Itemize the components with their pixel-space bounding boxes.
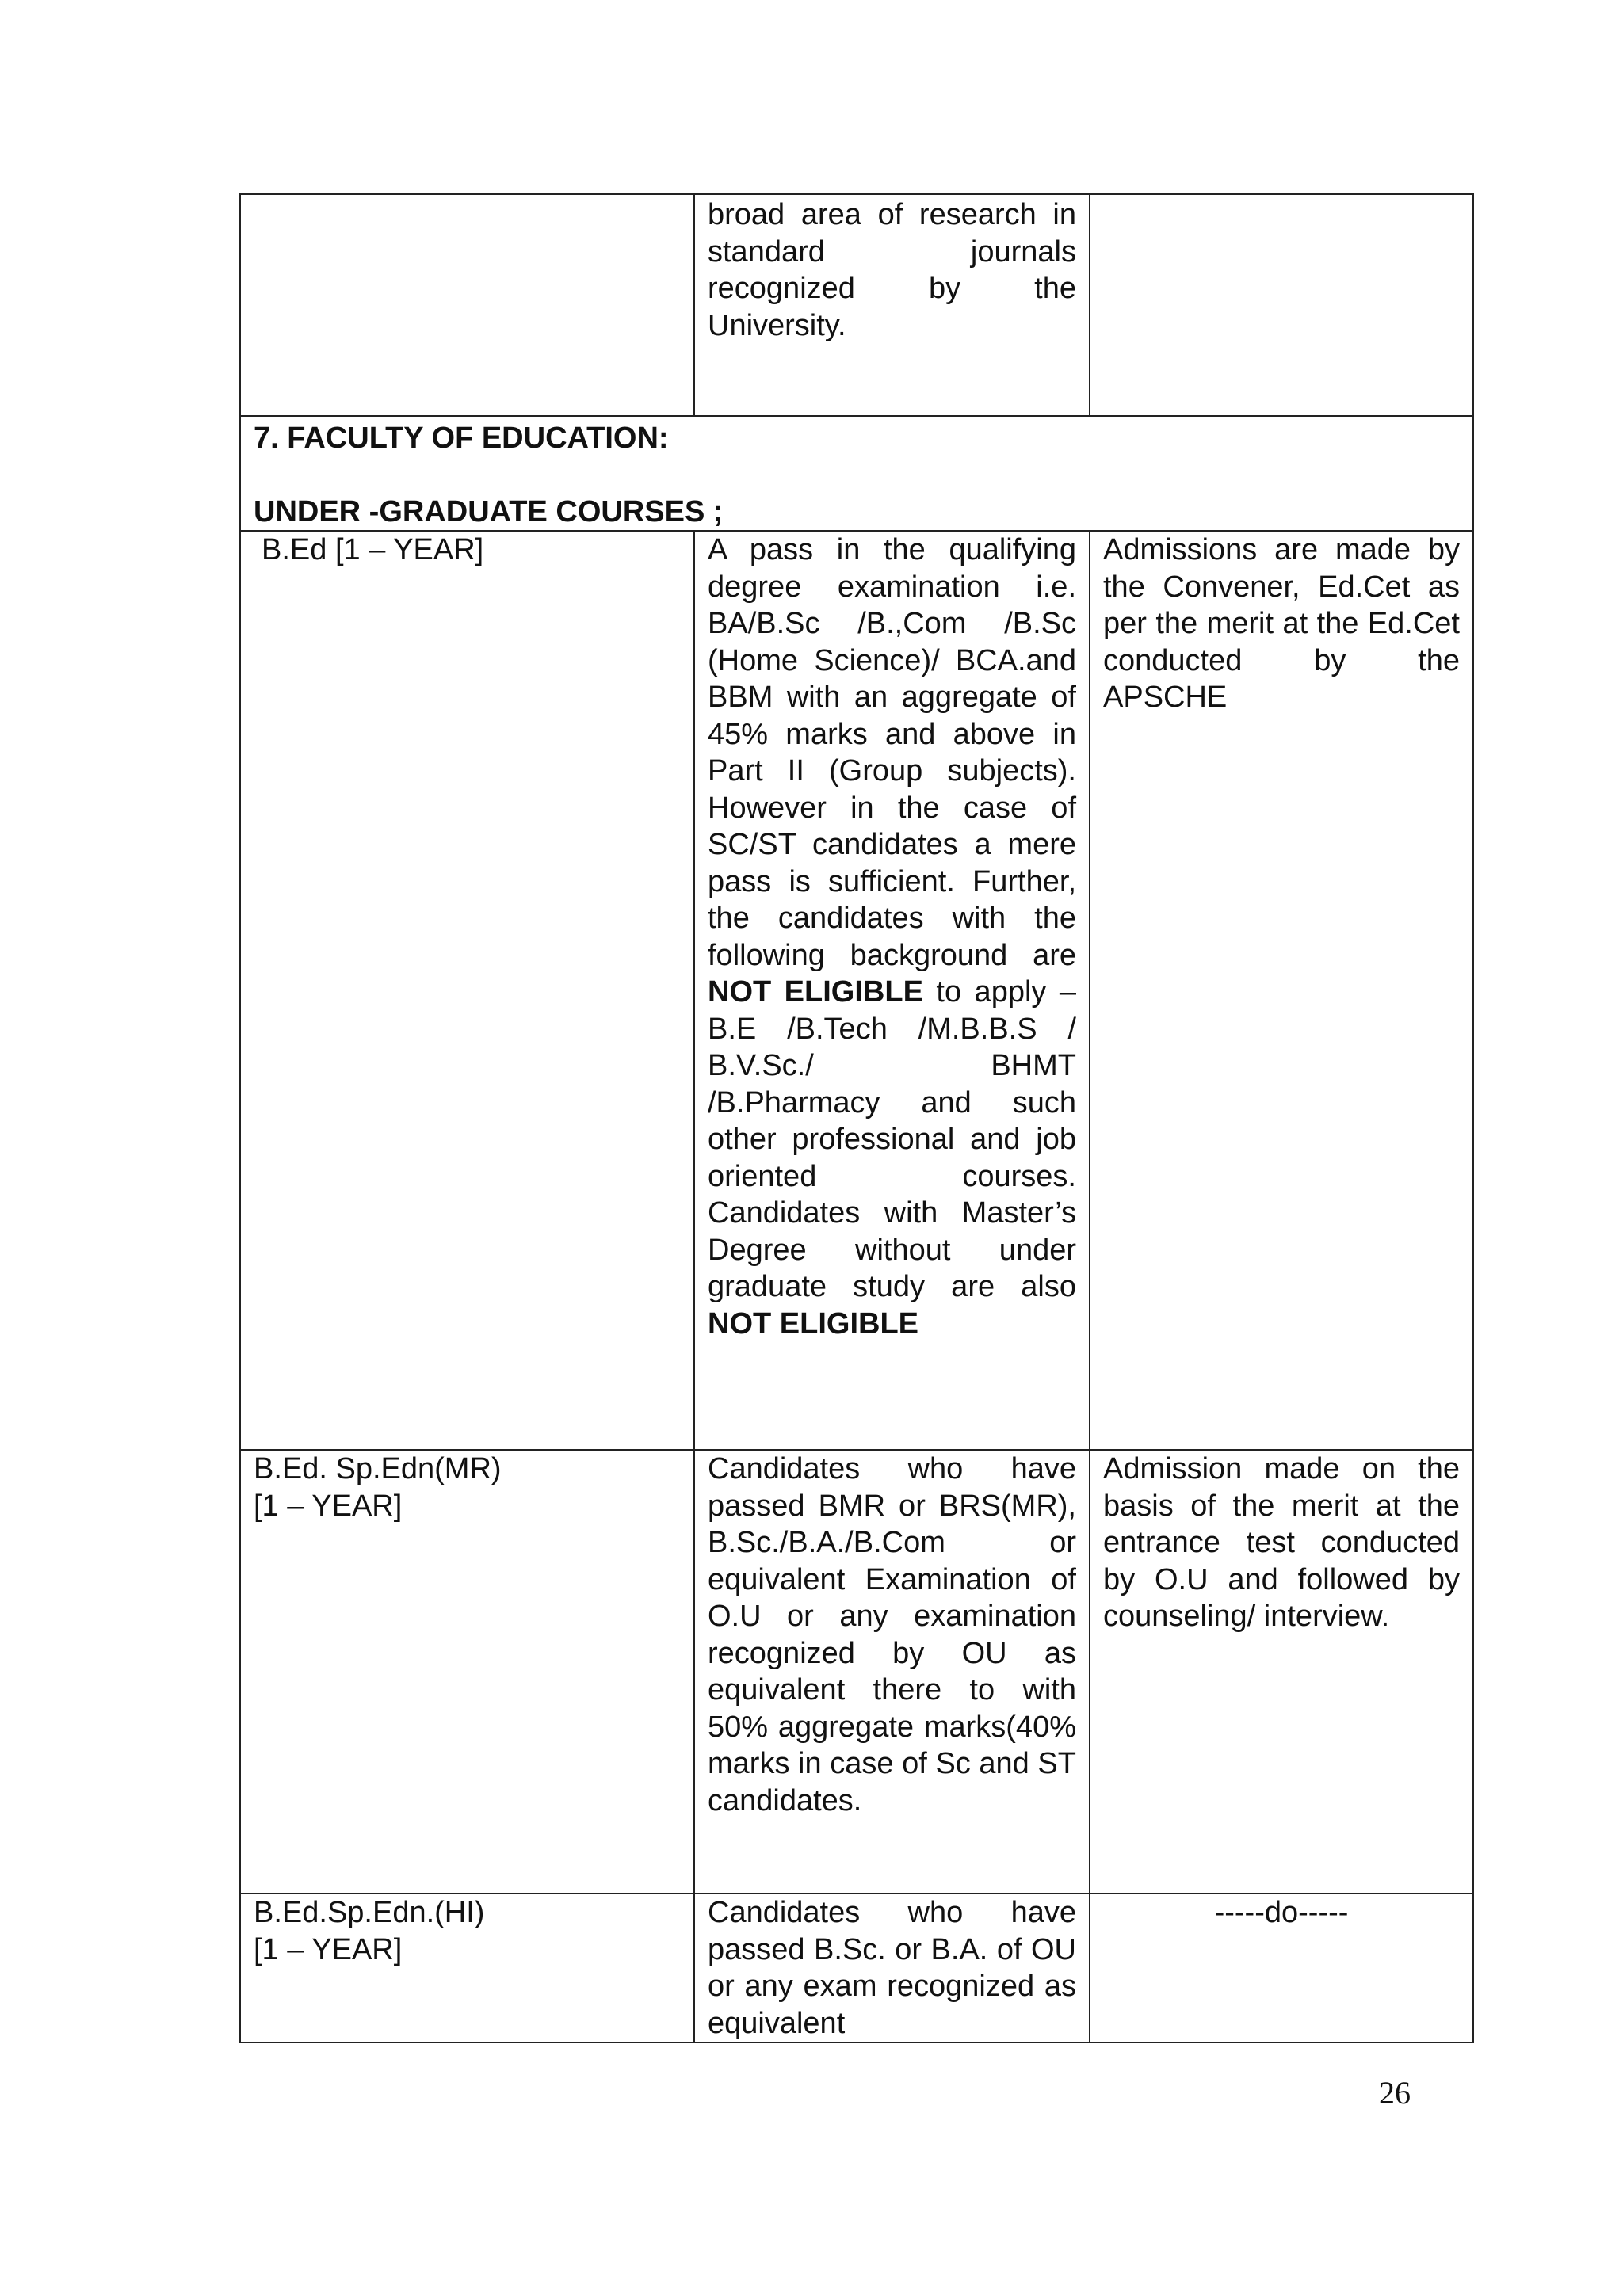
page-number: 26 (1379, 2075, 1411, 2111)
admission-text: Admissions are made by the Convener, Ed.Cet as per the merit at the Ed.Cet conducted by the APSCHE (1103, 533, 1460, 714)
course-cell (240, 531, 694, 1450)
eligibility-cell (694, 194, 1090, 416)
eligibility-cell (694, 1450, 1090, 1894)
table-row-faculty-heading (240, 416, 1473, 531)
eligibility-text: Candidates who have passed BMR or BRS(MR), B.Sc./B.A./B.Com or equivalent Examination of O.U or any examination recognized by OU as equivalent there to with 50% aggregate marks(40% marks in case of Sc and ST candidates. (708, 1452, 1076, 1817)
admission-cell (1090, 531, 1473, 1450)
table-row-continuation (240, 194, 1473, 416)
table-row-bed (240, 531, 1473, 1450)
admissions-table (239, 193, 1474, 2043)
course-duration: [1 – YEAR] (254, 1932, 403, 1966)
course-name: B.Ed. Sp.Edn(MR) (254, 1452, 502, 1486)
eligibility-cell (694, 1894, 1090, 2042)
course-duration: [1 – YEAR] (254, 1489, 403, 1523)
course-name: B.Ed [1 – YEAR] (262, 533, 484, 566)
eligibility-text: A pass in the qualifying degree examination i.e. BA/B.Sc /B.,Com /B.Sc (Home Science)/ BCA.and BBM with an aggregate of 45% marks and above in Part II (Group subjects). However in the case of SC/ST candidates a mere pass is sufficient. Further, the candidates with the following background are (708, 533, 1076, 972)
table-row-bed-hi (240, 1894, 1473, 2042)
eligibility-text: Candidates who have passed B.Sc. or B.A. of OU or any exam recognized as equivalent (708, 1896, 1076, 2040)
faculty-heading-cell (240, 416, 1473, 531)
eligibility-line: recognized by the (708, 272, 1076, 305)
not-eligible-label: NOT ELIGIBLE (708, 975, 923, 1009)
eligibility-line: standard journals (708, 235, 1076, 269)
eligibility-line: University. (708, 308, 846, 342)
course-cell (240, 1894, 694, 2042)
course-name: B.Ed.Sp.Edn.(HI) (254, 1896, 485, 1929)
table-row-bed-mr (240, 1450, 1473, 1894)
admission-text: Admission made on the basis of the merit at the entrance test conducted by O.U and followed by counseling/ interview. (1103, 1452, 1460, 1633)
admission-cell (1090, 1450, 1473, 1894)
faculty-subtitle: UNDER -GRADUATE COURSES ; (254, 494, 724, 528)
admission-cell (1090, 1894, 1473, 2042)
admission-text: -----do----- (1214, 1896, 1349, 1929)
course-cell (240, 1450, 694, 1894)
faculty-title: 7. FACULTY OF EDUCATION: (254, 421, 669, 455)
not-eligible-label: NOT ELIGIBLE (708, 1306, 918, 1341)
course-cell-empty (240, 194, 694, 416)
eligibility-line: broad area of research in (708, 198, 1076, 231)
eligibility-cell (694, 531, 1090, 1450)
admission-cell-empty (1090, 194, 1473, 416)
eligibility-text: to apply – B.E /B.Tech /M.B.B.S / B.V.Sc./ BHMT /B.Pharmacy and such other professional and job oriented courses. Candidates with Master’s Degree without under graduate study are also (708, 975, 1077, 1303)
